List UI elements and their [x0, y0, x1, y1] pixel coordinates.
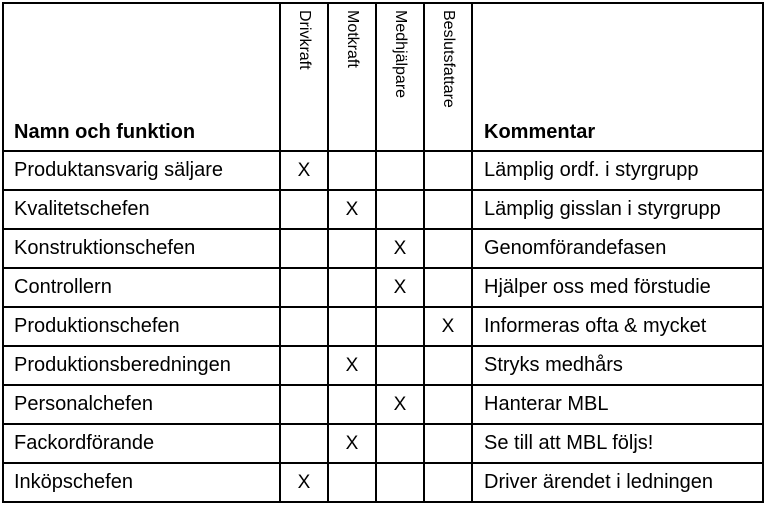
role-mark: X: [424, 307, 472, 346]
role-cell: [424, 424, 472, 463]
row-comment: Hjälper oss med förstudie: [472, 268, 763, 307]
row-name: Produktansvarig säljare: [3, 151, 280, 190]
table-row: [3, 151, 763, 190]
role-cell: [424, 463, 472, 502]
role-cell: [280, 268, 328, 307]
table-row: [3, 385, 763, 424]
role-cell: [424, 385, 472, 424]
header-name: [3, 3, 280, 151]
table-row: [3, 307, 763, 346]
row-comment: Hanterar MBL: [472, 385, 763, 424]
header-name-label: Namn och funktion: [14, 121, 196, 143]
row-comment: Informeras ofta & mycket: [472, 307, 763, 346]
stakeholder-table: [2, 2, 764, 503]
role-mark: X: [280, 151, 328, 190]
table-row: [3, 463, 763, 502]
row-comment: Stryks medhårs: [472, 346, 763, 385]
row-name: Produktionsberedningen: [3, 346, 280, 385]
header-role-beslutsfattare: [424, 3, 472, 151]
row-name: Inköpschefen: [3, 463, 280, 502]
header-role-label: Motkraft: [344, 10, 361, 68]
row-name: Konstruktionschefen: [3, 229, 280, 268]
header-role-motkraft: [328, 3, 376, 151]
role-cell: [280, 346, 328, 385]
header-row: [3, 3, 763, 151]
table-row: [3, 424, 763, 463]
role-cell: [328, 307, 376, 346]
role-cell: [424, 346, 472, 385]
header-role-label: Drivkraft: [296, 10, 313, 70]
row-comment: Genomförandefasen: [472, 229, 763, 268]
role-cell: [424, 190, 472, 229]
header-comment-label: Kommentar: [484, 121, 596, 143]
row-name: Produktionschefen: [3, 307, 280, 346]
row-comment: Driver ärendet i ledningen: [472, 463, 763, 502]
role-cell: [376, 424, 424, 463]
header-role-label: Beslutsfattare: [440, 10, 457, 108]
table-row: [3, 190, 763, 229]
role-mark: X: [328, 424, 376, 463]
table-row: [3, 346, 763, 385]
row-name: Kvalitetschefen: [3, 190, 280, 229]
role-cell: [280, 307, 328, 346]
role-cell: [376, 151, 424, 190]
role-cell: [280, 424, 328, 463]
table-row: [3, 268, 763, 307]
role-cell: [328, 463, 376, 502]
role-cell: [328, 151, 376, 190]
role-cell: [424, 268, 472, 307]
role-cell: [280, 190, 328, 229]
role-mark: X: [376, 268, 424, 307]
role-cell: [424, 151, 472, 190]
row-comment: Lämplig ordf. i styrgrupp: [472, 151, 763, 190]
role-cell: [280, 385, 328, 424]
role-cell: [376, 463, 424, 502]
role-cell: [424, 229, 472, 268]
row-comment: Lämplig gisslan i styrgrupp: [472, 190, 763, 229]
role-cell: [328, 385, 376, 424]
role-cell: [328, 268, 376, 307]
header-role-medhjalpare: [376, 3, 424, 151]
role-mark: X: [328, 190, 376, 229]
role-mark: X: [328, 346, 376, 385]
table-body: [3, 151, 763, 502]
table-row: [3, 229, 763, 268]
role-mark: X: [280, 463, 328, 502]
header-role-drivkraft: [280, 3, 328, 151]
role-cell: [376, 346, 424, 385]
header-comment: [472, 3, 763, 151]
role-mark: X: [376, 385, 424, 424]
role-cell: [280, 229, 328, 268]
role-cell: [328, 229, 376, 268]
row-name: Controllern: [3, 268, 280, 307]
role-cell: [376, 307, 424, 346]
header-role-label: Medhjälpare: [392, 10, 409, 99]
role-mark: X: [376, 229, 424, 268]
role-cell: [376, 190, 424, 229]
row-comment: Se till att MBL följs!: [472, 424, 763, 463]
row-name: Personalchefen: [3, 385, 280, 424]
row-name: Fackordförande: [3, 424, 280, 463]
